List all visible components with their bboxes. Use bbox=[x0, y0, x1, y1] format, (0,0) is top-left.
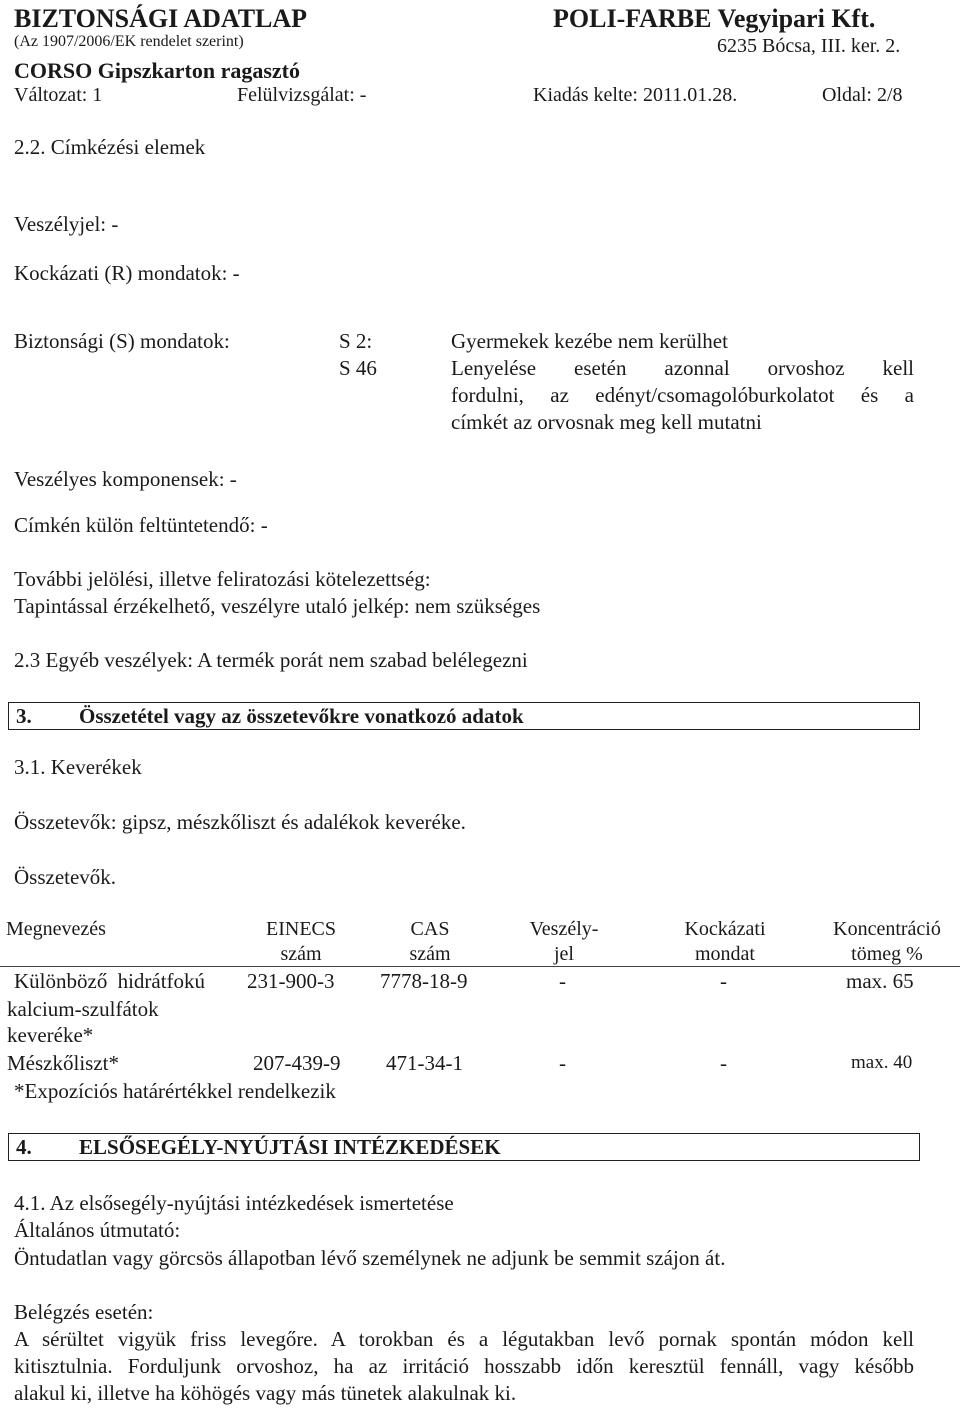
col-header-conc-l1: Koncentráció bbox=[833, 918, 941, 940]
section-2-2-heading: 2.2. Címkézési elemek bbox=[14, 135, 206, 159]
inhalation-text-l1: A sérültet vigyük friss levegőre. A torokban és a légutakban levő pornak spontán módon kell bbox=[14, 1327, 914, 1351]
section-3-1-heading: 3.1. Keverékek bbox=[14, 755, 142, 779]
row1-name-l3: keveréke* bbox=[7, 1023, 94, 1047]
hazard-symbol-line: Veszélyjel: - bbox=[14, 212, 119, 236]
col-header-risk-l1: Kockázati bbox=[684, 918, 766, 940]
col-header-einecs-l2: szám bbox=[280, 943, 322, 965]
row1-name-l1: Különböző hidrátfokú bbox=[14, 969, 206, 993]
inhalation-text-l2: kitisztulnia. Forduljunk orvoshoz, ha az irritáció hosszabb időn keresztül fennáll, vagy később bbox=[14, 1354, 914, 1378]
section-3-number: 3. bbox=[16, 704, 32, 728]
section-4-1-heading: 4.1. Az elsősegély-nyújtási intézkedések ismertetése bbox=[14, 1191, 454, 1215]
col-header-name: Megnevezés bbox=[6, 918, 106, 940]
col-header-cas bbox=[380, 917, 480, 967]
s-phrase-text: címkét az orvosnak meg kell mutatni bbox=[451, 410, 762, 434]
row1-name-l2: kalcium-szulfátok bbox=[7, 997, 159, 1021]
s-phrase-text: Lenyelése esetén azonnal orvoshoz kell bbox=[451, 356, 914, 380]
col-header-risk bbox=[665, 917, 785, 967]
col-header-einecs bbox=[251, 917, 351, 967]
revision-label: Felülvizsgálat: - bbox=[237, 84, 367, 106]
section-4-title: ELSŐSEGÉLY-NYÚJTÁSI INTÉZKEDÉSEK bbox=[79, 1135, 501, 1159]
col-header-conc-l2: tömeg % bbox=[851, 943, 923, 965]
s-phrases-label: Biztonsági (S) mondatok: bbox=[14, 329, 230, 353]
col-header-cas-l1: CAS bbox=[410, 918, 450, 940]
row2-hazard: - bbox=[559, 1051, 566, 1075]
col-header-risk-l2: mondat bbox=[695, 943, 755, 965]
col-header-hazard-l2: jel bbox=[554, 943, 574, 965]
product-name: CORSO Gipszkarton ragasztó bbox=[14, 58, 300, 83]
row2-name: Mészkőliszt* bbox=[7, 1051, 119, 1075]
section-3-header bbox=[8, 702, 920, 730]
company-address: 6235 Bócsa, III. ker. 2. bbox=[717, 35, 901, 57]
label-separately-line: Címkén külön feltüntetendő: - bbox=[14, 513, 268, 537]
s-phrase-code: S 2: bbox=[339, 329, 373, 353]
col-header-hazard bbox=[514, 917, 614, 967]
components-label: Összetevők. bbox=[14, 865, 117, 889]
r-phrases-line: Kockázati (R) mondatok: - bbox=[14, 261, 240, 285]
col-header-einecs-l1: EINECS bbox=[266, 918, 336, 940]
general-label: Általános útmutató: bbox=[14, 1218, 181, 1242]
row2-einecs: 207-439-9 bbox=[253, 1051, 341, 1075]
row1-concentration: max. 65 bbox=[846, 969, 914, 993]
tactile-line: Tapintással érzékelhető, veszélyre utaló jelkép: nem szükséges bbox=[14, 594, 541, 618]
row2-cas: 471-34-1 bbox=[386, 1051, 463, 1075]
section-3-title: Összetétel vagy az összetevőkre vonatkozó adatok bbox=[79, 704, 524, 728]
components-description: Összetevők: gipsz, mészkőliszt és adalékok keveréke. bbox=[14, 810, 466, 834]
version-label: Változat: 1 bbox=[14, 84, 103, 106]
row1-risk: - bbox=[720, 969, 727, 993]
hazardous-components-line: Veszélyes komponensek: - bbox=[14, 467, 237, 491]
s-phrase-code: S 46 bbox=[339, 356, 377, 380]
issue-date: Kiadás kelte: 2011.01.28. bbox=[533, 84, 738, 106]
document-title: BIZTONSÁGI ADATLAP bbox=[14, 4, 308, 33]
row1-hazard: - bbox=[559, 969, 566, 993]
company-name: POLI-FARBE Vegyipari Kft. bbox=[553, 4, 876, 33]
section-4-header bbox=[8, 1133, 920, 1161]
table-footnote: *Expozíciós határértékkel rendelkezik bbox=[14, 1079, 336, 1103]
col-header-cas-l2: szám bbox=[409, 943, 451, 965]
inhalation-text-l3: alakul ki, illetve ha köhögés vagy más tünetek alakulnak ki. bbox=[14, 1381, 517, 1405]
table-header-divider bbox=[0, 966, 960, 967]
row1-einecs: 231-900-3 bbox=[247, 969, 335, 993]
col-header-conc bbox=[817, 917, 957, 967]
row1-cas: 7778-18-9 bbox=[380, 969, 468, 993]
row2-concentration: max. 40 bbox=[851, 1052, 913, 1073]
section-2-3-line: 2.3 Egyéb veszélyek: A termék porát nem szabad belélegezni bbox=[14, 648, 528, 672]
page-number: Oldal: 2/8 bbox=[822, 84, 903, 106]
section-4-number: 4. bbox=[16, 1135, 32, 1159]
general-text: Öntudatlan vagy görcsös állapotban lévő személynek ne adjunk be semmit szájon át. bbox=[14, 1246, 726, 1270]
col-header-hazard-l1: Veszély- bbox=[529, 918, 599, 940]
s-phrase-text: fordulni, az edényt/csomagolóburkolatot és a bbox=[451, 383, 914, 407]
inhalation-label: Belégzés esetén: bbox=[14, 1300, 154, 1324]
row2-risk: - bbox=[720, 1051, 727, 1075]
further-marking-line: További jelölési, illetve feliratozási kötelezettség: bbox=[14, 567, 431, 591]
regulation-note: (Az 1907/2006/EK rendelet szerint) bbox=[14, 33, 244, 50]
s-phrase-text: Gyermekek kezébe nem kerülhet bbox=[451, 329, 728, 353]
